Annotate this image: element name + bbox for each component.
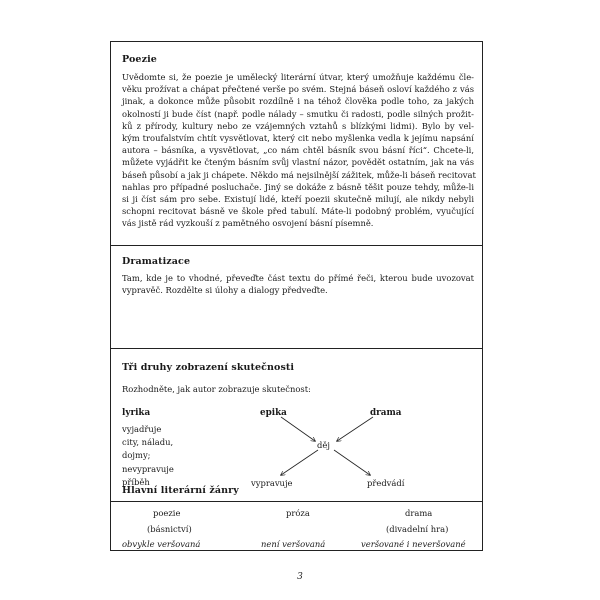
zanr-drama: drama [405,508,433,518]
label-drama: drama [370,408,402,418]
label-dej: děj [317,440,330,450]
lyrika-item: nevypravuje [122,464,174,474]
lyrika-item: city, náladu, [122,437,174,447]
lyrika-item: dojmy; [122,450,151,460]
heading-poezie: Poezie [122,54,157,65]
para-line: schopni recitovat básně ve škole před tabulí. Máte-li podobný problém, vyučující [122,206,474,217]
para-line: báseň působí a jak ji chápete. Někdo má nejsilnější zážitek, může-li báseň recitovat [122,169,476,180]
para-line: autora – básníka, a vysvětlovat, „co nám chtěl básník svou básní říci“. Chcete-li, [122,145,474,156]
label-epika: epika [260,408,287,418]
heading-zanry: Hlavní literární žánry [122,485,239,496]
zanr-poezie-note: obvykle veršovaná [122,539,201,549]
paragraph-dramatizace [122,272,474,296]
label-vypravuje: vypravuje [251,478,293,488]
para-line: Uvědomte si, že poezie je umělecký literární útvar, který umožňuje každému čle- [122,72,474,82]
arrow-dej-vypravuje [281,450,318,475]
zanr-poezie: poezie [153,508,181,518]
lyrika-item: příběh [122,477,150,487]
arrow-drama-dej [337,417,373,441]
arrow-dej-predvadi [334,450,370,475]
arrow-diagram [111,349,484,502]
para-line: ků z přírody, kultury nebo ze vzájemných vztahů s blízkými lidmi). Bylo by vel- [122,120,474,131]
para-line: kým troufalstvím chtít vysvětlovat, který cit nebo myšlenka vedla k jejímu napsání [122,133,474,144]
heading-dramatizace: Dramatizace [122,256,191,267]
label-lyrika: lyrika [122,408,151,418]
section-dramatizace [111,246,482,349]
page-number: 3 [297,572,303,582]
label-predvadi: předvádí [367,478,405,488]
zanr-drama-note: veršované i neveršované [361,539,466,549]
para-line: okolností ji bude číst (např. podle nálady – smutku či radosti, podle silných prožit- [122,108,474,119]
para-line: si ji číst sám pro sebe. Existují lidé, kteří poezii skutečně milují, ale nikdy nebyli [122,194,474,205]
content-frame [110,41,483,551]
para-line: vás jistě rád vyzkouší z pamětného osvojení básní písemně. [122,218,374,229]
arrow-epika-dej [281,417,315,441]
zanr-proza: próza [286,508,310,518]
zanr-drama-sub: (divadelní hra) [386,524,449,534]
zanr-proza-note: není veršovaná [261,539,326,549]
section-poezie [111,42,482,246]
para-line: vypravěč. Rozdělte si úlohy a dialogy předveďte. [122,285,328,296]
section-tri-druhy [111,349,482,502]
para-line: můžete vyjádřit ke čteným básním svůj vlastní názor, povědět ostatním, jak na vás [122,157,474,168]
para-line: věku prožívat a chápat přečtené verše po svém. Stejná báseň osloví každého z vás [122,84,474,95]
heading-tri-druhy: Tři druhy zobrazení skutečnosti [122,362,295,373]
tri-druhy-intro: Rozhodněte, jak autor zobrazuje skutečnost: [122,384,311,394]
zanr-poezie-sub: (básnictví) [147,524,192,534]
paragraph-poezie [122,71,474,230]
para-line: Tam, kde je to vhodné, převeďte část textu do přímé řeči, kterou bude uvozovat [122,273,474,283]
para-line: jinak, a dokonce může působit rozdílně i na téhož člověka podle toho, za jakých [122,96,474,107]
para-line: nahlas pro případné posluchače. Jiný se dokáže z básně těšit pouze tehdy, může-li [122,181,474,192]
lyrika-item: vyjadřuje [122,424,162,434]
